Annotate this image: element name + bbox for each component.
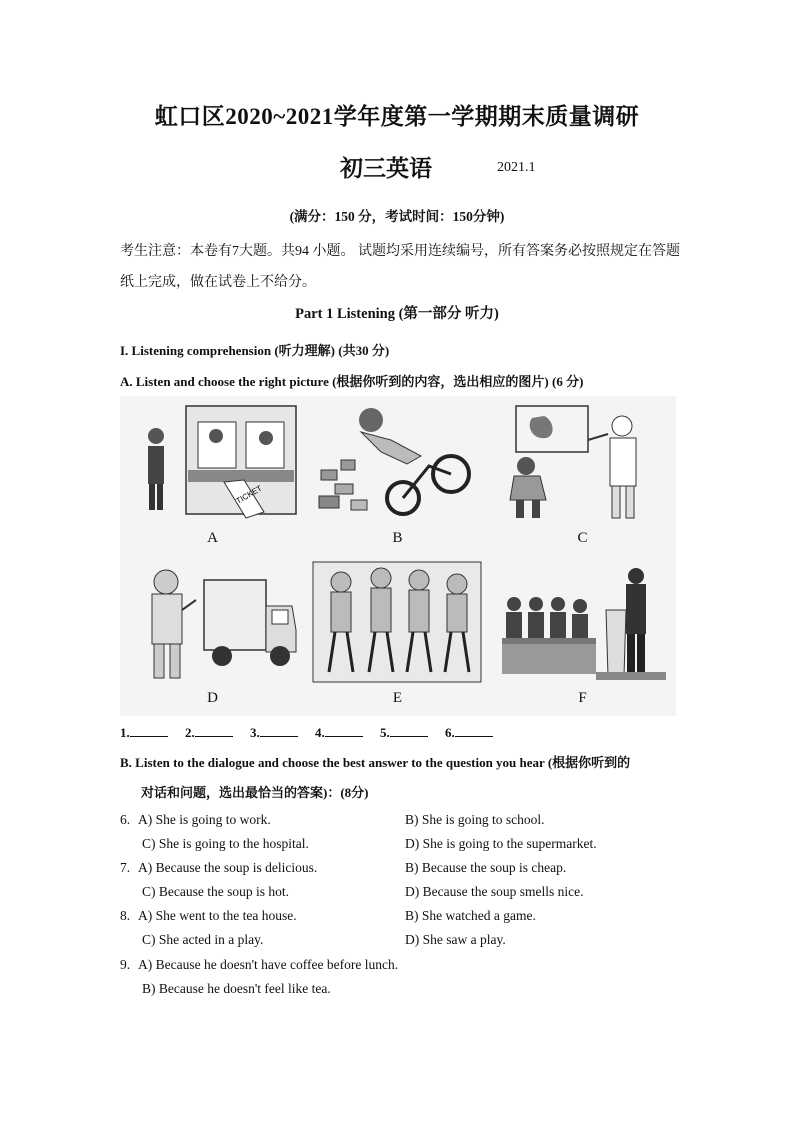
section-b-title: B. Listen to the dialogue and choose the best answer to the question you hear (根据你听到的 [120, 755, 631, 770]
option-c: C) Because the soup is hot. [142, 884, 289, 899]
option-b: B) She watched a game. [405, 908, 536, 923]
option-c: C) She is going to the hospital. [142, 836, 309, 851]
speaker-podium-scene-icon [496, 560, 668, 684]
option-b: B) She is going to school. [405, 812, 545, 827]
ticket-office-scene-icon [126, 400, 298, 524]
picture-c [490, 396, 675, 556]
question-number: 8. [120, 908, 131, 923]
answer-blank-6[interactable]: 6. [445, 724, 493, 741]
question-number: 7. [120, 860, 131, 875]
question-number: 9. [120, 957, 131, 972]
picture-grid [120, 396, 676, 716]
option-d: D) She is going to the supermarket. [405, 836, 597, 851]
students-walking-scene-icon [311, 560, 483, 684]
svg-text:TICKET: TICKET [234, 483, 264, 506]
answer-blanks [120, 724, 507, 741]
exam-title: 虹口区2020~2021学年度第一学期期末质量调研 [154, 104, 640, 129]
exam-notice: 考生注意：本卷有7大题。共94 小题。 试题均采用连续编号，所有答案务必按照规定在答题纸上完成，做在试卷上不给分。 [120, 244, 680, 290]
picture-b [305, 396, 490, 556]
option-d: D) She saw a play. [405, 932, 506, 947]
option-b: B) Because the soup is cheap. [405, 860, 567, 875]
answer-blank-3[interactable]: 3. [250, 724, 298, 741]
doctor-patient-scene-icon [496, 400, 668, 524]
section-b-title-cont: 对话和问题，选出最恰当的答案)：(8分) [141, 785, 369, 800]
exam-date: 2021.1 [497, 160, 536, 175]
picture-label-b: B [392, 530, 403, 546]
picture-label-e: E [392, 690, 403, 706]
option-c: C) She acted in a play. [142, 932, 264, 947]
exam-subtitle: 初三英语 [340, 156, 432, 181]
picture-e [305, 556, 490, 716]
option-a: A) She went to the tea house. [138, 908, 297, 923]
part-title: Part 1 Listening (第一部分 听力) [295, 306, 499, 322]
option-d: D) Because the soup smells nice. [405, 884, 584, 899]
picture-f [490, 556, 675, 716]
picture-label-d: D [207, 690, 218, 706]
picture-d [120, 556, 305, 716]
section-a-title: A. Listen and choose the right picture (根据你听到的内容，选出相应的图片) (6 分) [120, 374, 584, 389]
picture-label-a: A [207, 530, 218, 546]
option-a: A) Because he doesn't have coffee before lunch. [138, 957, 399, 972]
picture-a [120, 396, 305, 556]
answer-blank-5[interactable]: 5. [380, 724, 428, 741]
option-b: B) Because he doesn't feel like tea. [142, 981, 331, 996]
question-number: 6. [120, 812, 131, 827]
section-i-title: I. Listening comprehension (听力理解) (共30 分) [120, 343, 390, 358]
cyclist-accident-scene-icon [311, 400, 483, 524]
protective-suit-truck-scene-icon [126, 560, 298, 684]
score-time-info: (满分：150 分，考试时间：150分钟) [289, 209, 505, 224]
picture-label-f: F [578, 690, 587, 706]
option-a: A) Because the soup is delicious. [138, 860, 318, 875]
option-a: A) She is going to work. [138, 812, 271, 827]
answer-blank-1[interactable]: 1. [120, 724, 168, 741]
picture-label-c: C [577, 530, 588, 546]
answer-blank-4[interactable]: 4. [315, 724, 363, 741]
answer-blank-2[interactable]: 2. [185, 724, 233, 741]
